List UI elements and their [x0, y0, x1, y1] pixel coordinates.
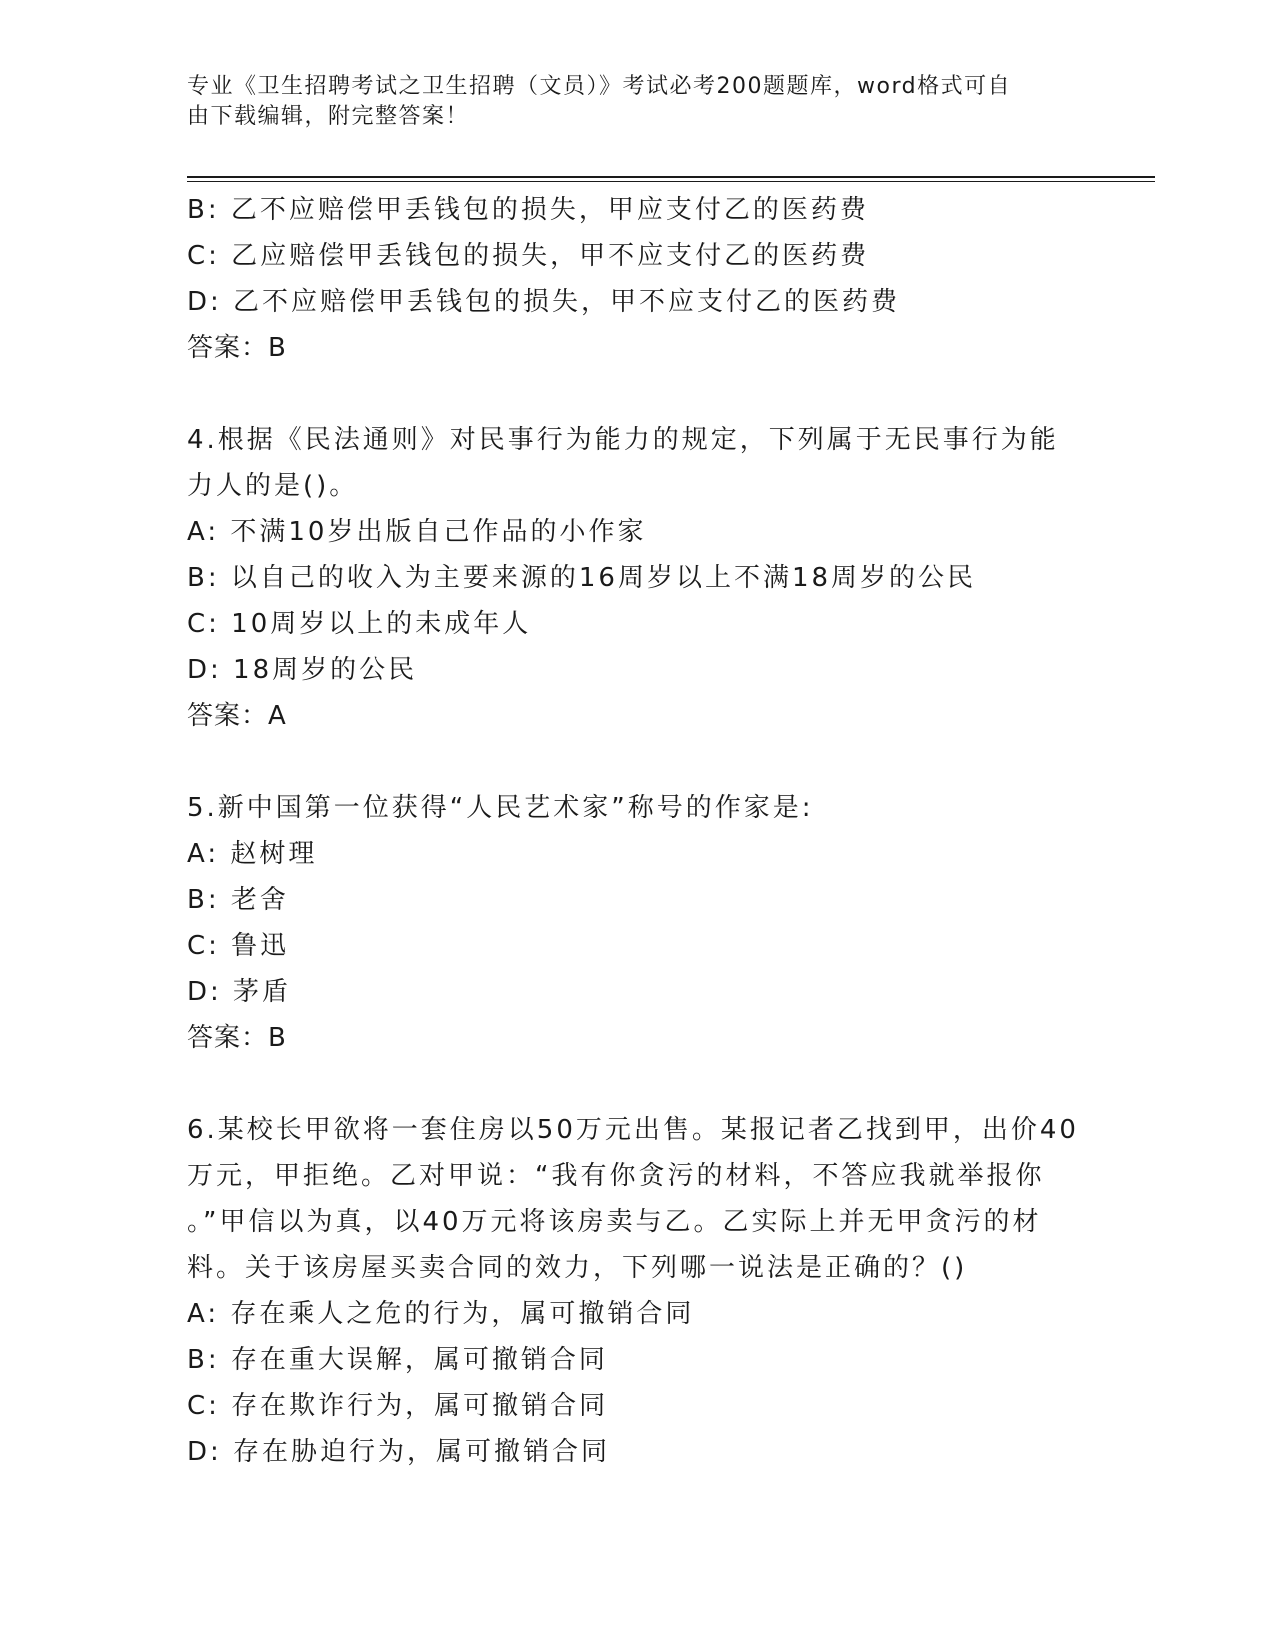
q6-option-b: B: 存在重大误解，属可撤销合同 [187, 1345, 608, 1375]
q3-answer: 答案：B [187, 333, 287, 363]
q4-option-d: D: 18周岁的公民 [187, 655, 418, 685]
q4-option-b: B: 以自己的收入为主要来源的16周岁以上不满18周岁的公民 [187, 563, 977, 593]
header-line-2: 由下载编辑，附完整答案！ [187, 104, 470, 129]
question-6 [187, 1107, 1087, 1475]
q4-option-a: A: 不满10岁出版自己作品的小作家 [187, 517, 647, 547]
question-5 [187, 785, 1087, 1061]
q5-stem-line-1: 5.新中国第一位获得“人民艺术家”称号的作家是: [187, 793, 814, 823]
q5-option-a: A: 赵树理 [187, 839, 318, 869]
q6-option-d: D: 存在胁迫行为，属可撤销合同 [187, 1437, 611, 1467]
q4-answer: 答案：A [187, 701, 287, 731]
q3-option-b: B: 乙不应赔偿甲丢钱包的损失，甲应支付乙的医药费 [187, 195, 869, 225]
q4-stem-line-1: 4.根据《民法通则》对民事行为能力的规定，下列属于无民事行为能 [187, 425, 1059, 455]
q4-stem-line-2: 力人的是()。 [187, 471, 359, 501]
q6-stem-line-2: 万元，甲拒绝。乙对甲说：“我有你贪污的材料，不答应我就举报你 [187, 1161, 1045, 1191]
question-content [187, 187, 1087, 1475]
q5-answer: 答案：B [187, 1023, 287, 1053]
spacer [187, 1061, 1087, 1107]
header-line-1: 专业《卫生招聘考试之卫生招聘（文员）》考试必考200题题库，word格式可自 [187, 74, 1012, 99]
q6-stem-line-4: 料。关于该房屋买卖合同的效力，下列哪一说法是正确的？() [187, 1253, 968, 1283]
q5-option-c: C: 鲁迅 [187, 931, 290, 961]
q3-option-c: C: 乙应赔偿甲丢钱包的损失，甲不应支付乙的医药费 [187, 241, 870, 271]
document-header [187, 72, 1067, 132]
q6-option-a: A: 存在乘人之危的行为，属可撤销合同 [187, 1299, 695, 1329]
q6-stem-line-1: 6.某校长甲欲将一套住房以50万元出售。某报记者乙找到甲，出价40 [187, 1115, 1079, 1145]
q4-option-c: C: 10周岁以上的未成年人 [187, 609, 532, 639]
q6-option-c: C: 存在欺诈行为，属可撤销合同 [187, 1391, 609, 1421]
header-divider-thick [187, 176, 1155, 178]
spacer [187, 371, 1087, 417]
q5-option-b: B: 老舍 [187, 885, 289, 915]
question-4 [187, 417, 1087, 739]
question-3-continuation [187, 187, 1087, 371]
q6-stem-line-3: 。”甲信以为真，以40万元将该房卖与乙。乙实际上并无甲贪污的材 [187, 1207, 1042, 1237]
q5-option-d: D: 茅盾 [187, 977, 292, 1007]
spacer [187, 739, 1087, 785]
header-divider-thin [187, 181, 1155, 182]
q3-option-d: D: 乙不应赔偿甲丢钱包的损失，甲不应支付乙的医药费 [187, 287, 901, 317]
